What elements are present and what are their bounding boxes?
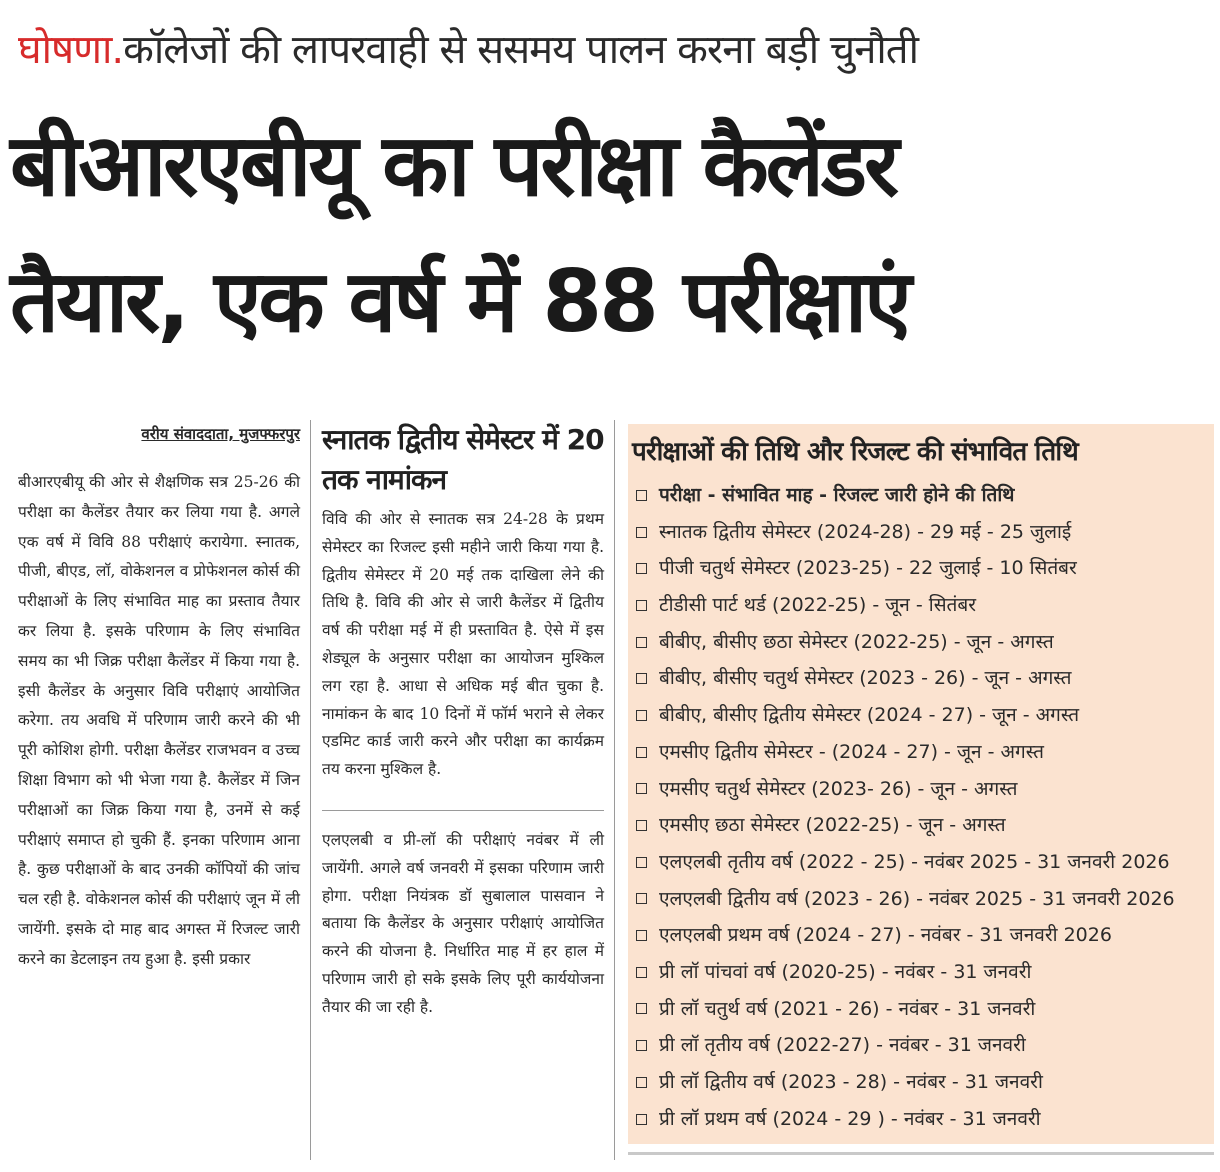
list-item-text: पीजी चतुर्थ सेमेस्टर (2023-25) - 22 जुलाई - 10 सितंबर <box>659 557 1077 580</box>
list-item-text: एलएलबी द्वितीय वर्ष (2023 - 26) - नवंबर 2025 - 31 जनवरी 2026 <box>659 887 1175 910</box>
column-2-divider <box>322 810 604 811</box>
article-body-2: विवि की ओर से स्नातक सत्र 24-28 के प्रथम सेमेस्टर का रिजल्ट इसी महीने जारी किया गया है. द्वितीय सेमेस्टर में 20 मई तक दाखिला लेने की तिथि है. विवि की ओर से जारी कैलेंडर में द्वितीय वर्ष की परीक्षा मई में ही प्रस्तावित है. ऐसे में इस शेड्यूल के अनुसार परीक्षा का आयोजन मुश्किल लग रहा है. आधा से अधिक मई बीत चुका है. नामांकन के बाद 10 दिनों में फॉर्म भराने से लेकर एडमिट कार्ड जारी करने और परीक्षा का कार्यक्रम तय करना मुश्किल है. <box>322 510 604 779</box>
list-item <box>636 954 1206 991</box>
square-bullet-icon <box>636 1077 647 1088</box>
square-bullet-icon <box>636 783 647 794</box>
article-column-1 <box>18 420 300 975</box>
list-item-text: एलएलबी तृतीय वर्ष (2022 - 25) - नवंबर 2025 - 31 जनवरी 2026 <box>659 850 1170 873</box>
list-item-text: प्री लॉ द्वितीय वर्ष (2023 - 28) - नवंबर - 31 जनवरी <box>659 1071 1043 1093</box>
article-body-1: बीआरएबीयू की ओर से शैक्षणिक सत्र 25-26 की परीक्षा का कैलेंडर तैयार कर लिया गया है. अगले एक वर्ष में विवि 88 परीक्षाएं करायेगा. स्नातक, पीजी, बीएड, लॉ, वोकेशनल व प्रोफेशनल कोर्स की परीक्षाओं के लिए संभावित माह का प्रस्ताव तैयार कर लिया है. इसके परिणाम के लिए संभावित समय का भी जिक्र परीक्षा कैलेंडर में किया गया है. इसी कैलेंडर के अनुसार विवि परीक्षाएं आयोजित करेगा. तय अवधि में परिणाम जारी करने की भी पूरी कोशिश होगी. परीक्षा कैलेंडर राजभवन व उच्च शिक्षा विभाग को भी भेजा गया है. कैलेंडर में जिन परीक्षाओं का जिक्र किया गया है, उनमें से कई परीक्षाएं समाप्त हो चुकी हैं. इनका परिणाम आना है. कुछ परीक्षाओं के बाद उनकी कॉपियों की जांच चल रही है. वोकेशनल कोर्स की परीक्षाएं जून में ली जायेंगी. इसके दो माह बाद अगस्त में रिजल्ट जारी करने का डेटलाइन तय हुआ है. इसी प्रकार <box>18 473 300 968</box>
square-bullet-icon <box>636 710 647 721</box>
square-bullet-icon <box>636 747 647 758</box>
article-column-2 <box>322 420 604 1022</box>
list-item <box>636 550 1206 587</box>
list-item-text: टीडीसी पार्ट थर्ड (2022-25) - जून - सितंबर <box>659 594 977 617</box>
list-item <box>636 844 1206 881</box>
square-bullet-icon <box>636 563 647 574</box>
list-item <box>636 697 1206 734</box>
list-item <box>636 807 1206 844</box>
list-item-text: प्री लॉ चतुर्थ वर्ष (2021 - 26) - नवंबर - 31 जनवरी <box>659 997 1036 1020</box>
list-item <box>636 771 1206 808</box>
square-bullet-icon <box>636 967 647 978</box>
list-item-text: बीबीए, बीसीए छठा सेमेस्टर (2022-25) - जून - अगस्त <box>659 630 1054 653</box>
list-item <box>636 514 1206 551</box>
list-item <box>636 734 1206 771</box>
headline-line-2: तैयार, एक वर्ष में 88 परीक्षाएं <box>10 252 909 352</box>
list-item-text: एलएलबी प्रथम वर्ष (2024 - 27) - नवंबर - 31 जनवरी 2026 <box>659 924 1112 947</box>
list-item <box>636 1101 1206 1138</box>
panel-title: परीक्षाओं की तिथि और रिजल्ट की संभावित तिथि <box>632 437 1078 467</box>
list-item <box>636 660 1206 697</box>
list-item <box>636 881 1206 918</box>
list-item-text: बीबीए, बीसीए चतुर्थ सेमेस्टर (2023 - 26) - जून - अगस्त <box>659 667 1072 690</box>
panel-bottom-rule <box>628 1152 1214 1155</box>
exam-schedule-panel <box>628 424 1214 1144</box>
list-item <box>636 587 1206 624</box>
subheading: स्नातक द्वितीय सेमेस्टर में 20 तक नामांकन <box>322 423 604 496</box>
kicker-text: कॉलेजों की लापरवाही से ससमय पालन करना बड़ी चुनौती <box>123 27 918 73</box>
square-bullet-icon <box>636 857 647 868</box>
list-item-text: बीबीए, बीसीए द्वितीय सेमेस्टर (2024 - 27) - जून - अगस्त <box>659 704 1080 727</box>
list-item-text: एमसीए चतुर्थ सेमेस्टर (2023- 26) - जून - अगस्त <box>659 777 1018 800</box>
kicker-line <box>18 22 1208 78</box>
column-divider-2 <box>614 420 615 1160</box>
square-bullet-icon <box>636 1114 647 1125</box>
list-item-text: स्नातक द्वितीय सेमेस्टर (2024-28) - 29 मई - 25 जुलाई <box>659 520 1072 543</box>
list-item <box>636 991 1206 1028</box>
square-bullet-icon <box>636 1040 647 1051</box>
list-item <box>636 1064 1206 1101</box>
list-item-text: प्री लॉ पांचवां वर्ष (2020-25) - नवंबर - 31 जनवरी <box>659 960 1032 983</box>
byline: वरीय संवाददाता, मुजफ्फरपुर <box>141 425 300 443</box>
list-item <box>636 917 1206 954</box>
square-bullet-icon <box>636 527 647 538</box>
exam-schedule-list <box>636 477 1206 1137</box>
list-item-text: प्री लॉ प्रथम वर्ष (2024 - 29 ) - नवंबर - 31 जनवरी <box>659 1107 1041 1130</box>
list-item <box>636 1027 1206 1064</box>
square-bullet-icon <box>636 673 647 684</box>
article-body-3: एलएलबी व प्री-लॉ की परीक्षाएं नवंबर में ली जायेंगी. अगले वर्ष जनवरी में इसका परिणाम जारी होगा. परीक्षा नियंत्रक डॉ सुबालाल पासवान ने बताया कि कैलेंडर के अनुसार परीक्षाएं आयोजित करने की योजना है. निर्धारित माह में हर हाल में परिणाम जारी हो सके इसके लिए पूरी कार्ययोजना तैयार की जा रही है. <box>322 830 604 1016</box>
list-item-text: प्री लॉ तृतीय वर्ष (2022-27) - नवंबर - 31 जनवरी <box>659 1034 1026 1057</box>
square-bullet-icon <box>636 637 647 648</box>
list-header-row <box>636 477 1206 514</box>
square-bullet-icon <box>636 600 647 611</box>
column-divider-1 <box>310 420 311 1160</box>
list-item-text: एमसीए छठा सेमेस्टर (2022-25) - जून - अगस्त <box>659 814 1006 837</box>
kicker-label: घोषणा. <box>18 27 124 73</box>
list-item-text: एमसीए द्वितीय सेमेस्टर - (2024 - 27) - जून - अगस्त <box>659 740 1044 763</box>
list-item <box>636 624 1206 661</box>
headline-line-1: बीआरएबीयू का परीक्षा कैलेंडर <box>10 116 897 216</box>
list-header-text: परीक्षा - संभावित माह - रिजल्ट जारी होने की तिथि <box>659 484 1015 506</box>
square-bullet-icon <box>636 893 647 904</box>
square-bullet-icon <box>636 820 647 831</box>
square-bullet-icon <box>636 1003 647 1014</box>
square-bullet-icon <box>636 930 647 941</box>
square-bullet-icon <box>636 490 647 501</box>
